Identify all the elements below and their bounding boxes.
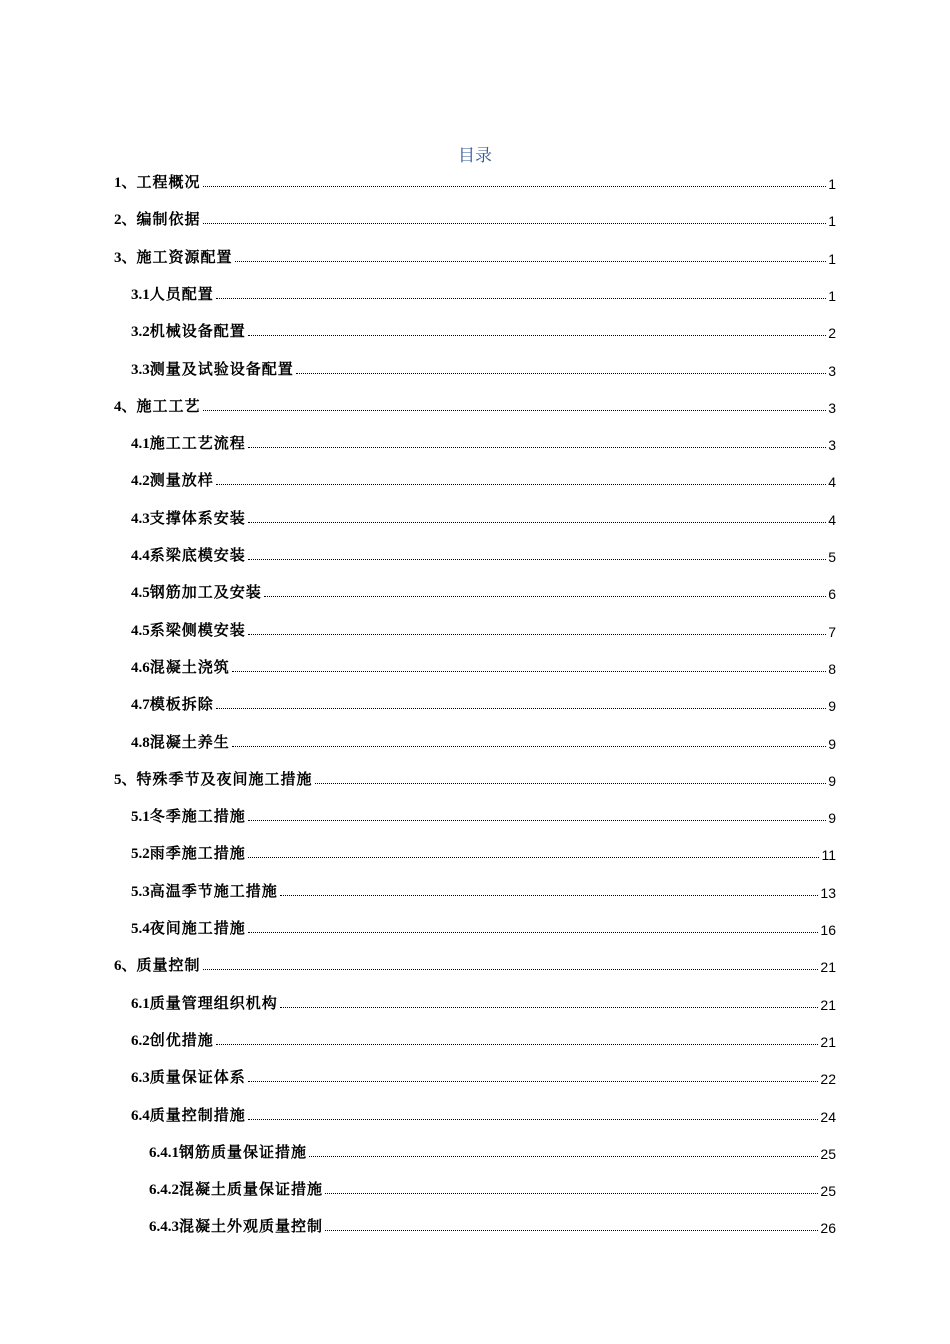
toc-dot-leader — [203, 410, 827, 411]
toc-entry-number: 3.1 — [131, 286, 150, 303]
toc-entry-page-number: 4 — [828, 474, 836, 491]
toc-entry[interactable] — [114, 394, 836, 416]
toc-entry-text: 系梁侧模安装 — [149, 620, 246, 639]
toc-entry-text: 测量放样 — [149, 471, 214, 490]
toc-entry-number: 4.1 — [131, 436, 150, 453]
toc-entry-page-number: 9 — [828, 772, 836, 789]
toc-entry-page-number: 25 — [820, 1145, 836, 1162]
toc-entry-label — [149, 1178, 323, 1199]
toc-entry[interactable] — [131, 1103, 836, 1125]
toc-entry-page-number: 6 — [828, 586, 836, 603]
toc-entry-page-number: 1 — [828, 287, 836, 304]
toc-entry-number: 6.4.3 — [149, 1219, 179, 1236]
toc-dot-leader — [203, 186, 827, 187]
toc-entry-label — [114, 768, 313, 789]
toc-dot-leader — [235, 261, 827, 262]
toc-entry-number: 6.2 — [131, 1032, 150, 1049]
toc-dot-leader — [216, 484, 826, 485]
toc-entry-label — [131, 917, 246, 938]
toc-entry-number: 4.2 — [131, 473, 150, 490]
toc-entry-page-number: 21 — [820, 996, 836, 1013]
toc-entry-number: 6.4.1 — [149, 1144, 179, 1161]
toc-entry-text: 人员配置 — [149, 284, 214, 303]
toc-entry-text: 高温季节施工措施 — [149, 881, 278, 900]
toc-entry-label — [131, 283, 214, 304]
toc-entry-page-number: 26 — [820, 1220, 836, 1237]
toc-entry-number: 5.1 — [131, 809, 150, 826]
toc-entry-page-number: 1 — [828, 250, 836, 267]
toc-entry-label — [131, 432, 246, 453]
toc-entry-text: 雨季施工措施 — [149, 844, 246, 863]
toc-entry[interactable] — [131, 319, 836, 341]
toc-entry-number: 6.4.2 — [149, 1182, 179, 1199]
toc-entry-label — [131, 469, 214, 490]
toc-entry-number: 6、 — [114, 958, 137, 975]
toc-entry-page-number: 2 — [828, 325, 836, 342]
toc-entry[interactable] — [131, 804, 836, 826]
toc-dot-leader — [315, 783, 827, 784]
toc-entry-label — [131, 805, 246, 826]
toc-dot-leader — [248, 1081, 819, 1082]
toc-entry-page-number: 16 — [820, 922, 836, 938]
toc-entry-text: 特殊季节及夜间施工措施 — [136, 769, 313, 788]
toc-dot-leader — [203, 223, 827, 224]
toc-entry-page-number: 11 — [821, 847, 836, 864]
toc-entry-text: 混凝土浇筑 — [149, 657, 230, 676]
toc-entry-label — [131, 581, 262, 602]
toc-entry[interactable] — [131, 730, 836, 752]
toc-entry-label — [131, 656, 230, 677]
toc-entry-number: 6.1 — [131, 995, 150, 1012]
toc-entry[interactable] — [114, 245, 836, 267]
toc-dot-leader — [216, 1044, 819, 1045]
toc-entry-number: 4.3 — [131, 510, 150, 527]
toc-entry-page-number: 21 — [820, 1033, 836, 1050]
toc-entry-label — [131, 507, 246, 528]
toc-dot-leader — [232, 671, 826, 672]
toc-entry-text: 夜间施工措施 — [149, 919, 246, 937]
toc-entry-number: 4.8 — [131, 734, 150, 751]
toc-entry-text: 施工资源配置 — [136, 247, 233, 266]
toc-entry[interactable] — [131, 618, 836, 640]
toc-entry-label — [131, 619, 246, 640]
toc-dot-leader — [248, 634, 826, 635]
toc-entry-page-number: 9 — [828, 698, 836, 715]
toc-entry-text: 混凝土养生 — [149, 732, 230, 751]
toc-entry-label — [131, 320, 246, 341]
toc-entry[interactable] — [131, 916, 836, 938]
toc-entry-label — [131, 992, 278, 1013]
toc-entry-number: 3.3 — [131, 361, 150, 378]
toc-entry-text: 工程概况 — [136, 173, 201, 191]
toc-entry-label — [131, 544, 246, 565]
toc-entry-text: 质量管理组织机构 — [149, 993, 278, 1012]
toc-entry[interactable] — [149, 1214, 836, 1236]
toc-entry[interactable] — [149, 1140, 836, 1162]
toc-dot-leader — [216, 298, 826, 299]
toc-entry[interactable] — [131, 991, 836, 1013]
toc-entry-label — [131, 693, 214, 714]
toc-entry[interactable] — [131, 468, 836, 490]
toc-entry-page-number: 13 — [820, 884, 836, 901]
toc-entry[interactable] — [114, 767, 836, 789]
toc-dot-leader — [325, 1193, 818, 1194]
toc-entry-number: 3.2 — [131, 324, 150, 341]
toc-entry-number: 4.4 — [131, 548, 150, 564]
toc-entry-page-number: 3 — [828, 362, 836, 379]
toc-entry-label — [114, 395, 201, 416]
toc-entry-number: 5、 — [114, 771, 137, 788]
toc-entry-number: 4.7 — [131, 697, 150, 714]
toc-dot-leader — [248, 447, 826, 448]
toc-entry-number: 5.3 — [131, 883, 150, 900]
toc-entry[interactable] — [114, 953, 836, 975]
toc-entry-number: 4.5 — [131, 622, 150, 639]
toc-entry-number: 2、 — [114, 212, 137, 229]
toc-entry-label — [131, 731, 230, 752]
toc-dot-leader — [216, 708, 826, 709]
toc-entry-page-number: 5 — [828, 549, 836, 565]
toc-dot-leader — [232, 746, 826, 747]
toc-entry[interactable] — [131, 1065, 836, 1087]
toc-entry-text: 混凝土质量保证措施 — [179, 1180, 324, 1199]
toc-entry-page-number: 25 — [820, 1183, 836, 1200]
toc-entry-page-number: 1 — [828, 176, 836, 192]
toc-entry[interactable] — [131, 580, 836, 602]
toc-entry-label — [131, 880, 278, 901]
toc-entry[interactable] — [131, 282, 836, 304]
toc-dot-leader — [264, 596, 826, 597]
toc-dot-leader — [280, 1007, 819, 1008]
toc-entry-text: 质量控制措施 — [149, 1105, 246, 1124]
toc-entry-label — [131, 1066, 246, 1087]
toc-entry[interactable] — [131, 879, 836, 901]
toc-entry-label — [114, 171, 201, 192]
toc-entry-page-number: 24 — [820, 1108, 836, 1125]
toc-dot-leader — [248, 932, 819, 933]
toc-entry-label — [114, 246, 233, 267]
toc-entry-number: 6.3 — [131, 1070, 150, 1087]
toc-entry-label — [131, 358, 294, 379]
toc-entry[interactable] — [131, 506, 836, 528]
toc-dot-leader — [248, 857, 820, 858]
toc-dot-leader — [280, 895, 819, 896]
toc-dot-leader — [248, 820, 826, 821]
toc-entry-label — [131, 842, 246, 863]
toc-dot-leader — [309, 1156, 818, 1157]
toc-dot-leader — [296, 373, 826, 374]
toc-entry-text: 创优措施 — [149, 1030, 214, 1049]
toc-entry-page-number: 7 — [828, 623, 836, 640]
toc-entry-label — [114, 954, 201, 975]
toc-dot-leader — [248, 335, 826, 336]
toc-entry-page-number: 21 — [820, 959, 836, 976]
toc-entry-page-number: 3 — [828, 437, 836, 454]
toc-title: 目录 — [458, 146, 492, 166]
toc-entry-text: 钢筋加工及安装 — [149, 583, 262, 602]
toc-entry-label — [149, 1215, 323, 1236]
toc-entry-text: 机械设备配置 — [149, 322, 246, 341]
toc-entry[interactable] — [149, 1177, 836, 1199]
toc-entry-label — [149, 1141, 307, 1162]
toc-entry-label — [114, 208, 201, 229]
toc-entry-page-number: 3 — [828, 399, 836, 416]
toc-dot-leader — [248, 1119, 819, 1120]
toc-entry-number: 5.2 — [131, 846, 150, 863]
toc-entry-number: 1、 — [114, 175, 137, 191]
toc-entry-number: 5.4 — [131, 921, 150, 937]
toc-entry[interactable] — [114, 207, 836, 229]
toc-dot-leader — [203, 969, 819, 970]
toc-entry-text: 混凝土外观质量控制 — [179, 1217, 324, 1236]
toc-entry-page-number: 8 — [828, 660, 836, 677]
toc-entry-label — [131, 1104, 246, 1125]
toc-entry-page-number: 4 — [828, 511, 836, 528]
toc-entry-page-number: 9 — [828, 735, 836, 752]
toc-entry[interactable] — [131, 1028, 836, 1050]
toc-entry[interactable] — [131, 543, 836, 565]
toc-entry-text: 冬季施工措施 — [149, 807, 246, 826]
toc-entry-number: 3、 — [114, 249, 137, 266]
toc-entry[interactable] — [131, 431, 836, 453]
toc-entry-text: 测量及试验设备配置 — [149, 359, 294, 378]
toc-entry-text: 系梁底模安装 — [149, 546, 246, 564]
toc-entry-text: 钢筋质量保证措施 — [179, 1142, 308, 1161]
toc-entry-text: 编制依据 — [136, 210, 201, 229]
toc-entry-text: 模板拆除 — [149, 695, 214, 714]
toc-entry[interactable] — [131, 841, 836, 863]
toc-entry-text: 质量控制 — [136, 956, 201, 975]
toc-entry-text: 质量保证体系 — [149, 1068, 246, 1087]
toc-entry-page-number: 9 — [828, 810, 836, 827]
toc-entry[interactable] — [131, 655, 836, 677]
toc-entry-number: 6.4 — [131, 1107, 150, 1124]
toc-entry-text: 支撑体系安装 — [149, 508, 246, 527]
toc-entry-page-number: 22 — [820, 1071, 836, 1088]
toc-entry[interactable] — [114, 170, 836, 192]
toc-dot-leader — [248, 559, 826, 560]
toc-entry-number: 4.6 — [131, 659, 150, 676]
toc-entry[interactable] — [131, 692, 836, 714]
toc-entry[interactable] — [131, 357, 836, 379]
toc-dot-leader — [248, 522, 826, 523]
toc-entry-number: 4.5 — [131, 585, 150, 602]
toc-entry-page-number: 1 — [828, 213, 836, 230]
toc-entry-text: 施工工艺 — [136, 396, 201, 415]
toc-entry-text: 施工工艺流程 — [149, 434, 246, 453]
toc-entry-label — [131, 1029, 214, 1050]
toc-entry-number: 4、 — [114, 398, 137, 415]
toc-dot-leader — [325, 1230, 818, 1231]
